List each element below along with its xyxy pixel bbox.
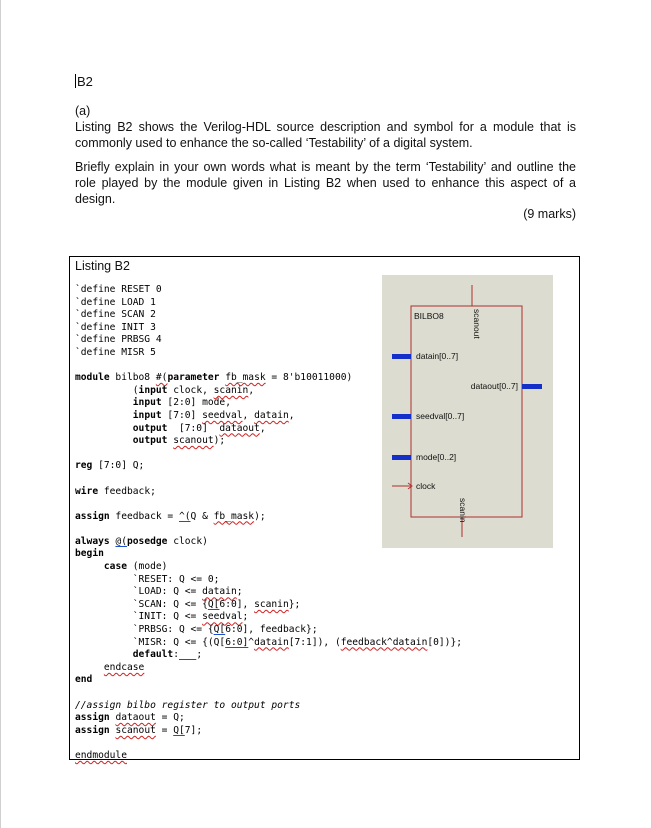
- seedval-pin: [392, 414, 411, 419]
- symbol-name: BILBO8: [414, 311, 444, 321]
- mode-pin: [392, 455, 411, 460]
- question-number-text: B2: [77, 74, 93, 89]
- datain-pin: [392, 354, 411, 359]
- datain-label: datain[0..7]: [416, 351, 459, 361]
- question-paragraph-2: Briefly explain in your own words what is meant by the term ‘Testability’ and outline the role played by the module given in Listing B2 when used to enhance this aspect of a design.: [75, 160, 576, 206]
- question-paragraph-1: Listing B2 shows the Verilog-HDL source description and symbol for a module that is commonly used to enhance the so-called ‘Testability’ of a digital system.: [75, 120, 576, 150]
- bilbo8-symbol: [382, 275, 553, 548]
- verilog-code: `define RESET 0 `define LOAD 1 `define SCAN 2 `define INIT 3 `define PRBSG 4 `define MISR 5 module bilbo8 #(parameter fb_mask = 8'b10011000) (input clock, scanin, input [2:0] mode, input [7:0] seedval, datain, output [7:0] dataout, output scanout); reg [7:0] Q; wire feedback; assign feedback = ^(Q & fb_mask); always @(posedge clock) begin case (mode) `RESET: Q <= 0; `LOAD: Q <= datain; `SCAN: Q <= {Q[6:0], scanin}; `INIT: Q <= seedval; `PRBSG: Q <= {Q[6:0], feedback}; `MISR: Q <= {(Q[6:0]^datain[7:1]), (feedback^datain[0])}; default: ; endcase end //assign bilbo register to output ports assign dataout = Q; assign scanout = Q[7]; endmodule: [75, 284, 463, 761]
- dataout-pin: [522, 384, 542, 389]
- dataout-label: dataout[0..7]: [470, 381, 518, 391]
- mode-label: mode[0..2]: [416, 452, 457, 462]
- bilbo8-symbol-panel: [382, 275, 553, 548]
- listing-title: Listing B2: [75, 259, 130, 273]
- scanout-label: scanout: [472, 309, 482, 339]
- listing-box: [69, 256, 580, 760]
- clock-label: clock: [416, 481, 436, 491]
- scanin-label: scanin: [458, 498, 468, 523]
- marks-label: (9 marks): [523, 207, 576, 221]
- seedval-label: seedval[0..7]: [416, 411, 465, 421]
- page-edge-left: [0, 0, 1, 828]
- text-cursor: [75, 74, 76, 88]
- question-part: (a): [75, 104, 91, 118]
- question-number[interactable]: [75, 74, 93, 89]
